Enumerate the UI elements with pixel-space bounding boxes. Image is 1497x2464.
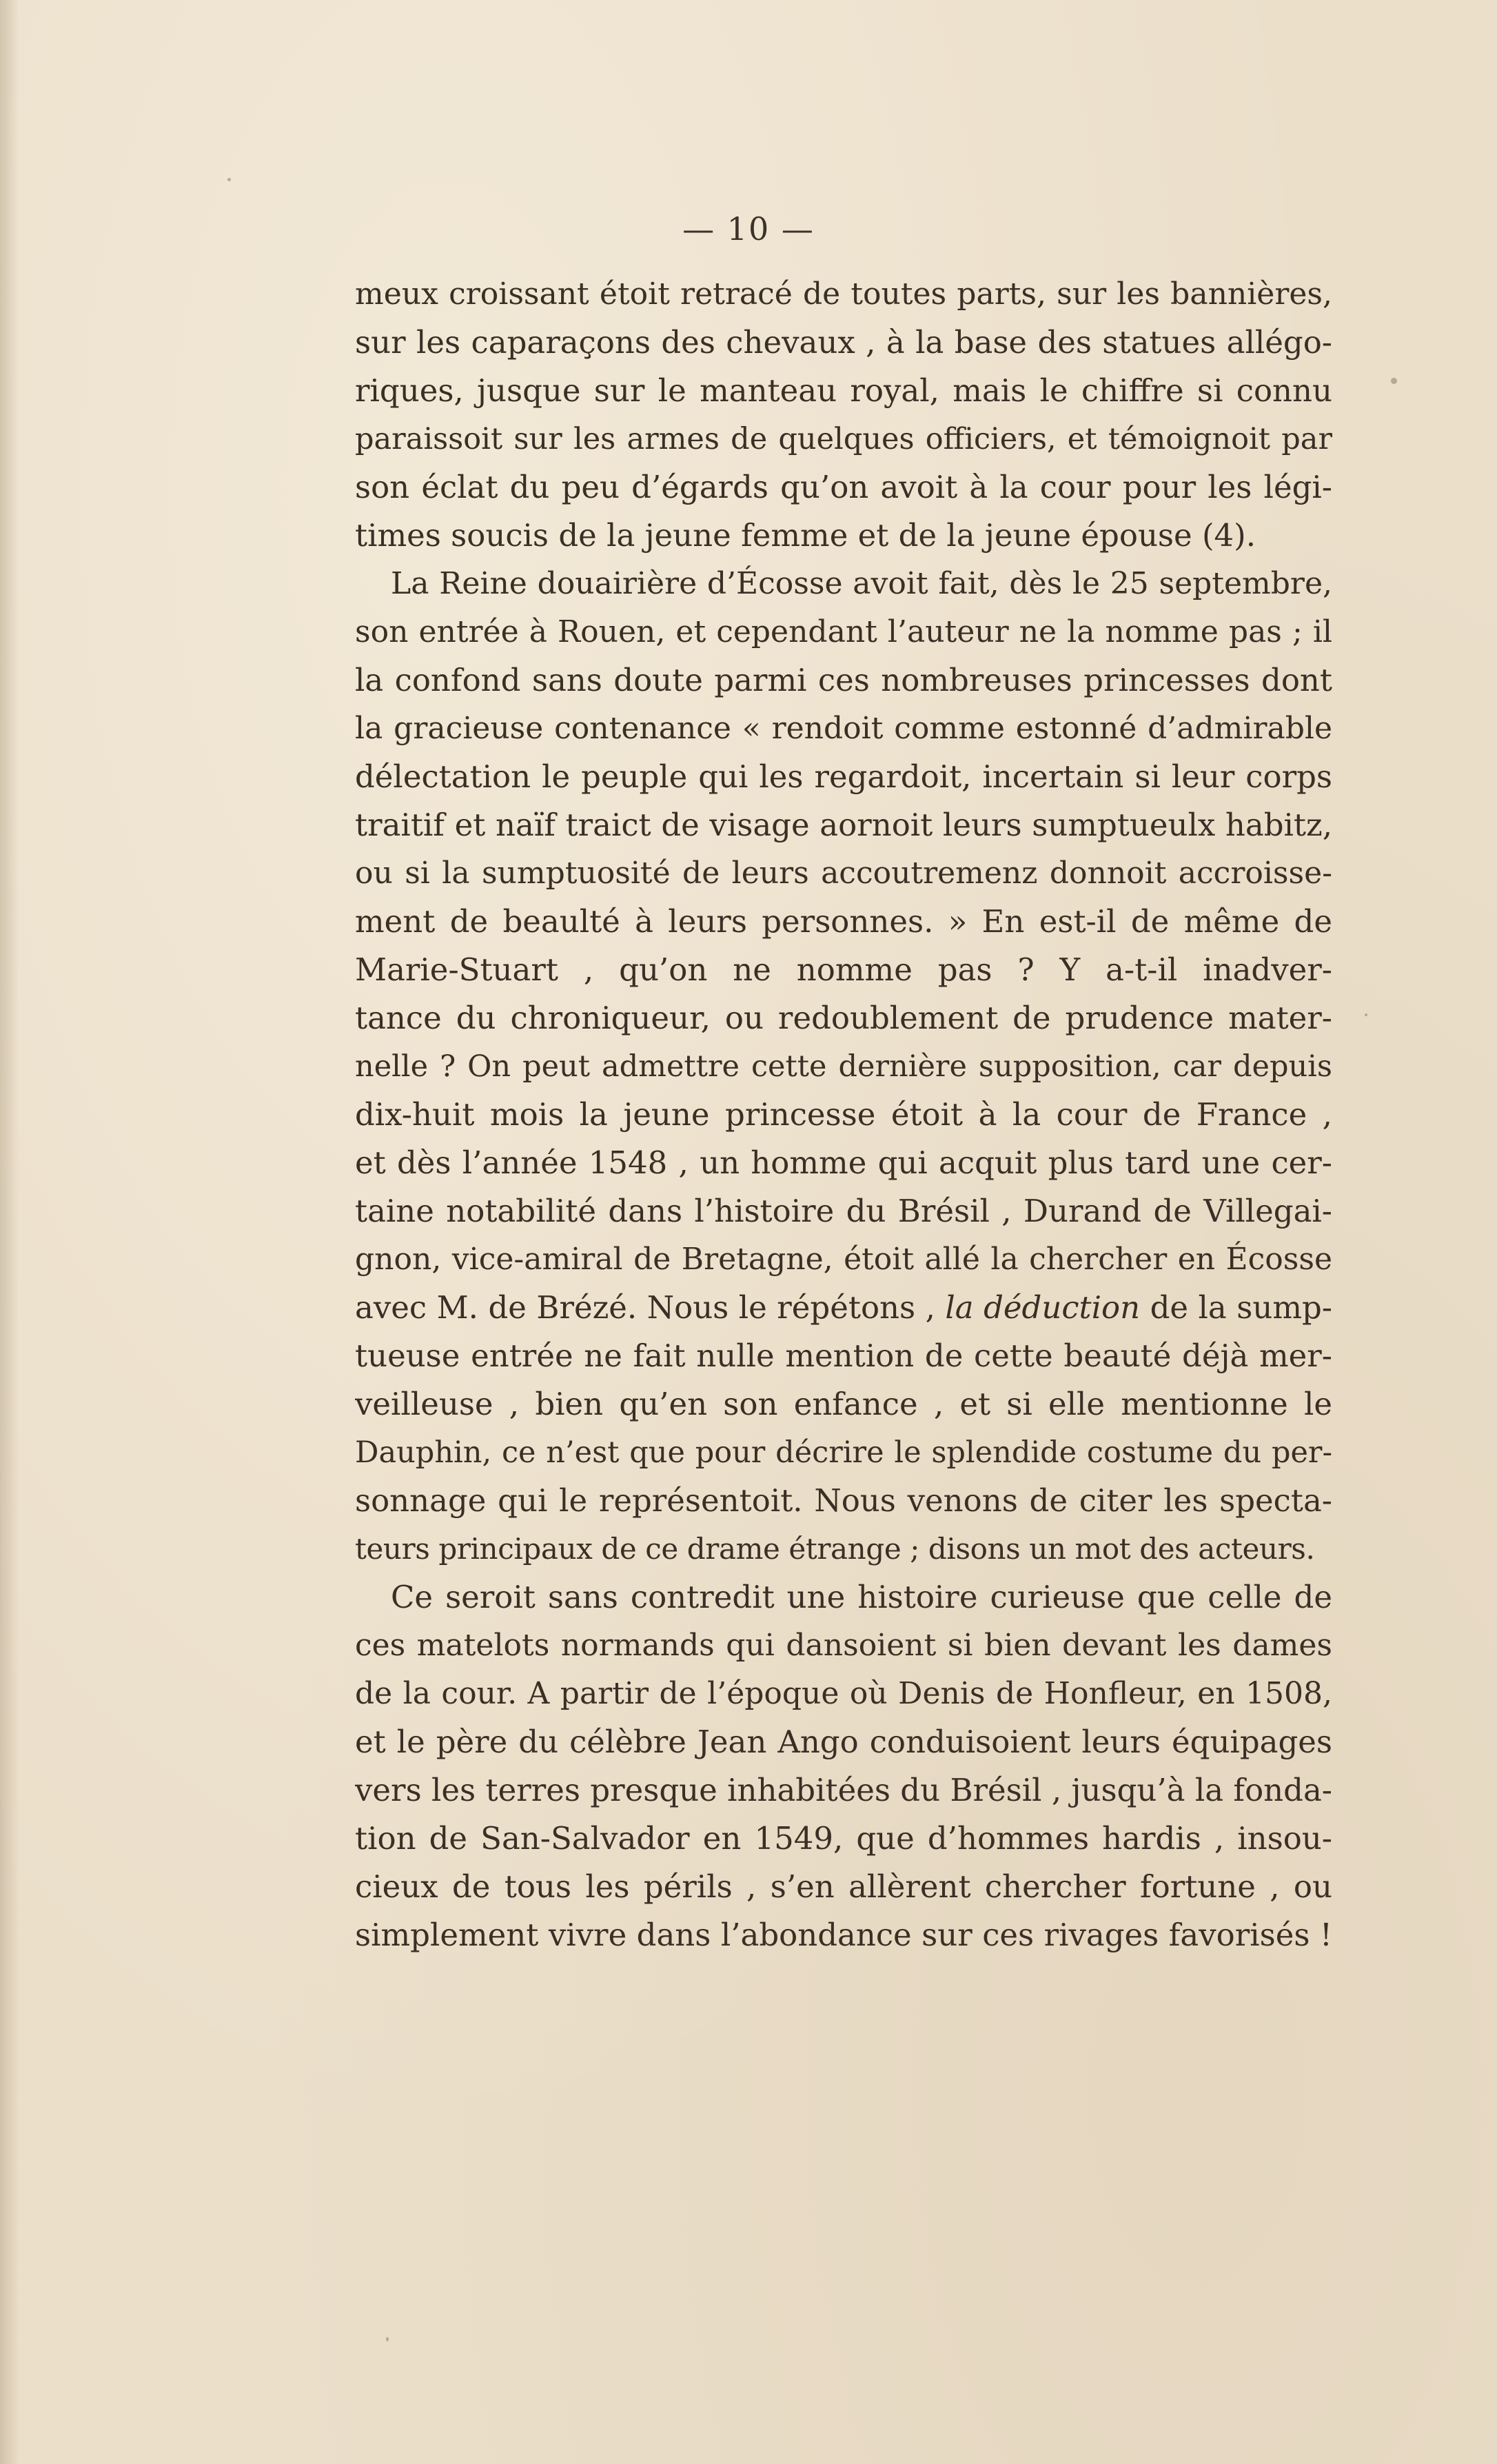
paper-speck — [1391, 378, 1397, 384]
text-line: tance du chroniqueur, ou redoublement de prudence mater- — [355, 1000, 1332, 1036]
text-line: la gracieuse contenance « rendoit comme estonné d’admirable — [355, 711, 1332, 746]
paragraph-start-line: La Reine douairière d’Écosse avoit fait, dès le 25 septembre, — [391, 566, 1332, 601]
text-line: nelle ? On peut admettre cette dernière supposition, car depuis — [355, 1049, 1332, 1084]
text-line: et dès l’année 1548 , un homme qui acquit plus tard une cer- — [355, 1144, 1332, 1181]
text-line: Dauphin, ce n’est que pour décrire le splendide costume du per- — [355, 1435, 1332, 1470]
text-line: paraissoit sur les armes de quelques officiers, et témoignoit par — [355, 422, 1332, 456]
text-line: son éclat du peu d’égards qu’on avoit à la cour pour les légi- — [355, 469, 1332, 505]
text-line: taine notabilité dans l’histoire du Brésil , Durand de Villegai- — [355, 1193, 1332, 1229]
paper-speck — [1365, 1013, 1367, 1016]
text-line: teurs principaux de ce drame étrange ; disons un mot des acteurs. — [355, 1532, 1315, 1566]
text-line: et le père du célèbre Jean Ango conduisoient leurs équipages — [355, 1724, 1332, 1760]
text-line: cieux de tous les périls , s’en allèrent chercher fortune , ou — [355, 1868, 1332, 1905]
text-line: ces matelots normands qui dansoient si bien devant les dames — [355, 1628, 1332, 1663]
text-line: ment de beaulté à leurs personnes. » En est-il de même de — [355, 903, 1332, 940]
text-line: veilleuse , bien qu’en son enfance , et si elle mentionne le — [355, 1386, 1332, 1422]
text-line: délectation le peuple qui les regardoit, incertain si leur corps — [355, 758, 1332, 795]
text-line: meux croissant étoit retracé de toutes parts, sur les bannières, — [355, 276, 1332, 312]
paper-speck — [227, 178, 231, 181]
paper-speck — [386, 2337, 389, 2341]
text-line: vers les terres presque inhabitées du Brésil , jusqu’à la fonda- — [355, 1772, 1332, 1808]
text-line: ou si la sumptuosité de leurs accoutremenz donnoit accroisse- — [355, 856, 1332, 891]
page-edge-shadow — [0, 0, 19, 2464]
italic-title: la déduction — [945, 1289, 1141, 1326]
body-text — [355, 270, 1332, 1959]
paragraph-start-line: Ce seroit sans contredit une histoire curieuse que celle de — [391, 1579, 1332, 1615]
text-line: riques, jusque sur le manteau royal, mais le chiffre si connu — [355, 372, 1332, 409]
page-number: — 10 — — [682, 210, 815, 248]
text-line: Marie-Stuart , qu’on ne nomme pas ? Y a-t-il inadver- — [355, 951, 1332, 988]
text-line: dix-huit mois la jeune princesse étoit à la cour de France , — [355, 1096, 1332, 1133]
text-line-with-italic: avec M. de Brézé. Nous le répétons , la déduction de la sump- — [355, 1289, 1332, 1326]
text-line: sur les caparaçons des chevaux , à la base des statues allégo- — [355, 324, 1332, 361]
text-line: tion de San-Salvador en 1549, que d’hommes hardis , insou- — [355, 1820, 1332, 1857]
text-line: sonnage qui le représentoit. Nous venons de citer les specta- — [355, 1482, 1332, 1519]
text-line: son entrée à Rouen, et cependant l’auteur ne la nomme pas ; il — [355, 614, 1332, 649]
text-line: traitif et naïf traict de visage aornoit leurs sumptueulx habitz, — [355, 807, 1332, 843]
text-line: gnon, vice-amiral de Bretagne, étoit allé la chercher en Écosse — [355, 1242, 1332, 1277]
text-line: de la cour. A partir de l’époque où Denis de Honfleur, en 1508, — [355, 1676, 1332, 1711]
text-line: simplement vivre dans l’abondance sur ces rivages favorisés ! — [355, 1917, 1332, 1953]
text-line: la confond sans doute parmi ces nombreuses princesses dont — [355, 662, 1332, 698]
text-line: tueuse entrée ne fait nulle mention de cette beauté déjà mer- — [355, 1337, 1332, 1374]
text-line: times soucis de la jeune femme et de la jeune épouse (4). — [355, 517, 1256, 554]
